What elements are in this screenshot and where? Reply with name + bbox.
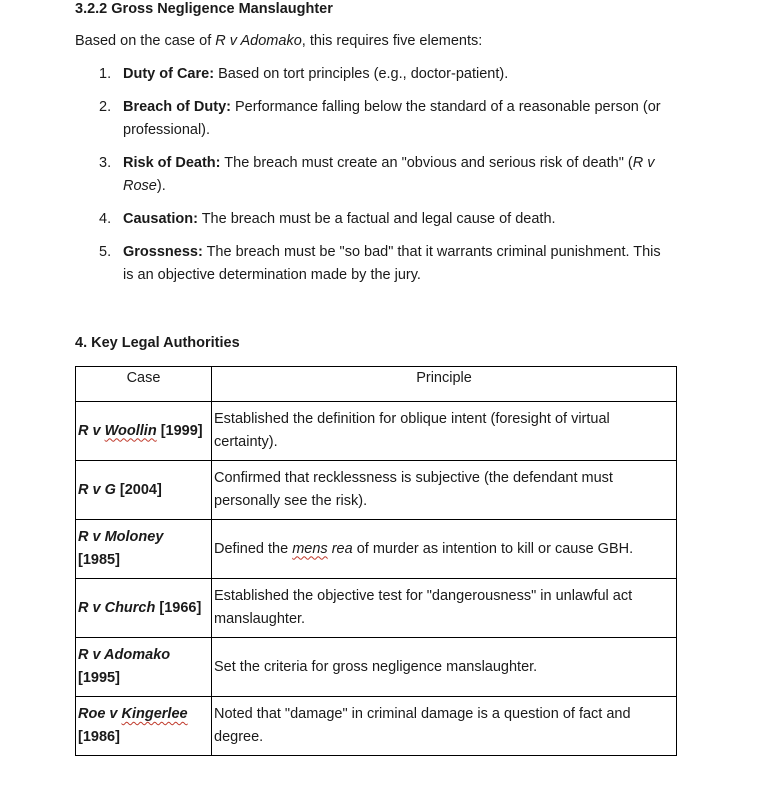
element-text: The breach must be a factual and legal cause of death. <box>197 211 556 227</box>
table-row <box>76 697 677 756</box>
element-case-name: R v Rose <box>123 155 655 194</box>
authorities-table <box>75 366 677 756</box>
element-text: Performance falling below the standard of a reasonable person (or professional). <box>123 99 661 138</box>
element-term: Breach of Duty: <box>123 99 231 115</box>
section-heading-gross-negligence: 3.2.2 Gross Negligence Manslaughter <box>75 1 333 17</box>
case-year: [1966] <box>155 599 202 616</box>
element-term: Risk of Death: <box>123 155 221 171</box>
list-item <box>75 152 675 198</box>
principle-term: rea <box>327 540 353 557</box>
element-text-end: ). <box>156 178 166 194</box>
list-number: 2. <box>99 99 112 115</box>
list-item <box>75 241 675 287</box>
column-header-principle: Principle <box>212 367 677 402</box>
element-term: Duty of Care: <box>123 66 215 82</box>
intro-case-name: R v Adomako <box>215 33 302 49</box>
principle-cell: Confirmed that recklessness is subjective (the defendant must personally see the risk). <box>212 461 677 520</box>
principle-cell: Set the criteria for gross negligence manslaughter. <box>212 638 677 697</box>
case-cell <box>76 697 212 756</box>
principle-suffix: of murder as intention to kill or cause GBH. <box>352 540 634 557</box>
case-cell <box>76 461 212 520</box>
case-name-spellcheck: Woollin <box>104 422 157 439</box>
case-name: R v G <box>78 481 116 498</box>
list-number: 1. <box>99 66 112 82</box>
principle-cell: Noted that "damage" in criminal damage is a question of fact and degree. <box>212 697 677 756</box>
element-text: Based on tort principles (e.g., doctor-patient). <box>214 66 509 82</box>
table-row <box>76 461 677 520</box>
list-item <box>75 96 675 142</box>
list-item <box>75 208 675 231</box>
case-name: R v <box>78 422 105 439</box>
intro-prefix: Based on the case of <box>75 33 216 49</box>
list-number: 4. <box>99 211 112 227</box>
case-cell <box>76 402 212 461</box>
case-year: [1999] <box>156 422 203 439</box>
element-term: Grossness: <box>123 244 203 260</box>
case-name: Roe v <box>78 706 122 722</box>
intro-suffix: , this requires five elements: <box>301 33 483 49</box>
case-name-spellcheck: Kingerlee <box>121 706 188 722</box>
principle-term-spellcheck: mens <box>292 540 328 557</box>
table-row <box>76 579 677 638</box>
section-heading-key-authorities: 4. Key Legal Authorities <box>75 335 240 351</box>
case-year: [2004] <box>115 481 162 498</box>
elements-list <box>75 63 675 297</box>
list-item <box>75 63 675 86</box>
element-term: Causation: <box>123 211 198 227</box>
list-number: 5. <box>99 244 112 260</box>
case-cell <box>76 638 212 697</box>
case-cell <box>76 520 212 579</box>
intro-paragraph <box>75 30 482 53</box>
case-year: [1985] <box>78 552 120 568</box>
table-row <box>76 402 677 461</box>
principle-prefix: Defined the <box>214 540 293 557</box>
case-name: R v Adomako <box>78 647 171 663</box>
case-year: [1986] <box>78 729 120 745</box>
principle-cell: Established the definition for oblique intent (foresight of virtual certainty). <box>212 402 677 461</box>
case-year: [1995] <box>78 670 120 686</box>
column-header-case: Case <box>76 367 212 402</box>
case-cell <box>76 579 212 638</box>
principle-cell: Established the objective test for "dangerousness" in unlawful act manslaughter. <box>212 579 677 638</box>
element-text: The breach must be "so bad" that it warrants criminal punishment. This is an objective determination made by the jury. <box>123 244 661 283</box>
case-name: R v Church <box>78 599 156 616</box>
table-header-row <box>76 367 677 402</box>
table-row <box>76 638 677 697</box>
principle-cell <box>212 520 677 579</box>
case-name: R v Moloney <box>78 529 164 545</box>
element-text: The breach must create an "obvious and serious risk of death" ( <box>220 155 633 171</box>
list-number: 3. <box>99 155 112 171</box>
table-row <box>76 520 677 579</box>
